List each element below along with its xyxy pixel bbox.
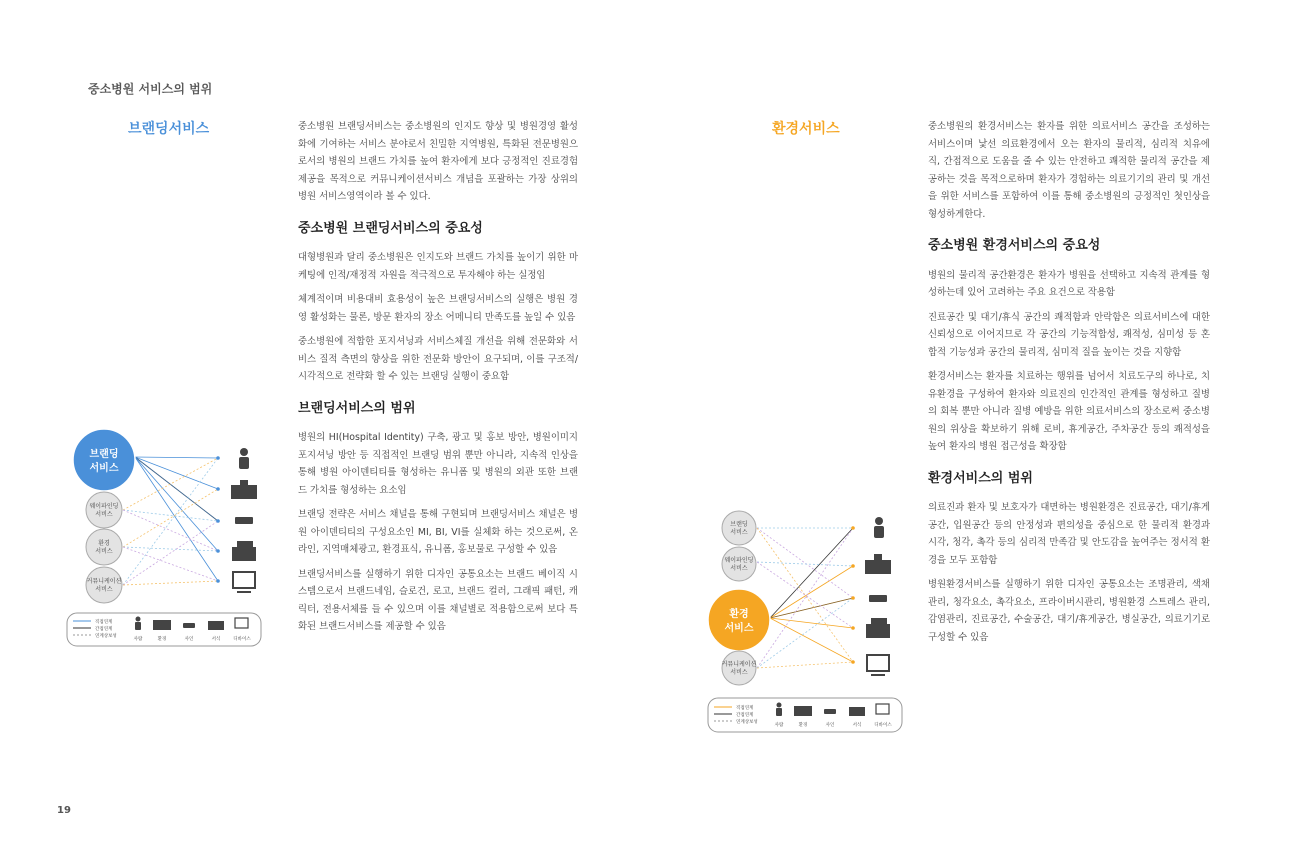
branding-scope-heading: 브랜딩서비스의 범위 [298, 400, 416, 416]
svg-text:환경: 환경 [798, 723, 808, 728]
page-number: 19 [57, 805, 71, 816]
svg-text:간접연계: 간접연계 [736, 713, 754, 718]
branding-paragraph: 체계적이며 비용대비 효용성이 높은 브랜딩서비스의 실행은 병원 경영 활성화는 물론, 방문 환자의 장소 어메니티 만족도를 높일 수 있음 [298, 294, 578, 323]
environment-paragraph: 의료진과 환자 및 보호자가 대면하는 병원환경은 진료공간, 대기/휴게공간, 입원공간 등의 안정성과 편의성을 중심으로 한 물리적 환경과 시각, 청각, 촉각 등의 심리적 만족감 및 안도감을 높여주는 정서적 환경을 모두 포함함 [928, 502, 1210, 566]
branding-paragraph: 대형병원과 달리 중소병원은 인지도와 브랜드 가치를 높이기 위한 마케팅에 인적/재정적 자원을 적극적으로 투자해야 하는 실정임 [298, 252, 578, 281]
branding-paragraph: 병원의 HI(Hospital Identity) 구축, 광고 및 홍보 방안, 병원이미지 포지셔닝 방안 등 직접적인 브랜딩 범위 뿐만 아니라, 지속적 인상을 통해 병원 아이덴티티를 형성하는 유니폼 및 병원의 외관 또한 브랜드 가치를 형성하는 요소임 [298, 432, 578, 496]
document-icon [866, 618, 890, 638]
hospital-building-icon [865, 554, 891, 574]
main-circle-label: 환경 [729, 609, 749, 620]
person-icon [239, 448, 249, 469]
svg-text:연계상보성: 연계상보성 [736, 720, 758, 725]
document-icon [232, 541, 256, 561]
svg-text:사인: 사인 [184, 637, 194, 642]
svg-text:연계상보성: 연계상보성 [95, 634, 117, 639]
branding-section-label: 브랜딩서비스 [128, 121, 210, 137]
sub-circle-label: 환경 [98, 540, 110, 547]
branding-importance-heading: 중소병원 브랜딩서비스의 중요성 [298, 220, 483, 236]
svg-text:서식: 서식 [211, 637, 221, 642]
sub-circle-label: 서비스 [730, 669, 748, 676]
main-circle-label: 브랜딩 [89, 449, 119, 460]
svg-text:간접연계: 간접연계 [95, 627, 113, 632]
environment-paragraph: 진료공간 및 대기/휴식 공간의 쾌적함과 안락함은 의료서비스에 대한 신뢰성으로 이어지므로 각 공간의 기능적합성, 쾌적성, 심미성 등 혼합적 기능성과 공간의 물리적, 심미적 질을 높이는 것을 지향함 [928, 311, 1210, 358]
sub-circle-label: 커뮤니케이션 [86, 578, 122, 585]
branding-text-column [298, 118, 578, 643]
branding-main-circle [73, 429, 135, 491]
sub-circle-label: 웨이파인딩 [89, 503, 119, 510]
environment-paragraph: 병원환경서비스를 실행하기 위한 디자인 공통요소는 조명관리, 색채관리, 청각요소, 촉각요소, 프라이버시관리, 병원환경 스트레스 관리, 감염관리, 진료공간, 수술공간, 대기/휴게공간, 병실공간, 의료기기로 구성할 수 있음 [928, 579, 1210, 643]
svg-text:디바이스: 디바이스 [233, 637, 251, 642]
branding-paragraph: 중소병원에 적합한 포지셔닝과 서비스체질 개선을 위해 전문화와 서비스 질적 측면의 향상을 위한 전문화 방안이 요구되며, 이를 구조적/시각적으로 전략화 할 수 있는 브랜딩 실행이 중요함 [298, 336, 578, 382]
main-circle-label: 서비스 [724, 623, 754, 634]
environment-section-label: 환경서비스 [772, 121, 840, 137]
sub-circle-label: 서비스 [730, 565, 748, 572]
person-icon [874, 517, 884, 538]
svg-text:사인: 사인 [825, 723, 835, 728]
hospital-building-icon [231, 480, 257, 499]
sub-circle-label: 서비스 [95, 548, 113, 555]
branding-paragraph: 브랜딩 전략은 서비스 채널을 통해 구현되며 브랜딩서비스 채널은 병원 아이덴티티의 구성요소인 MI, BI, VI를 실체화 하는 것으로써, 온라인, 지역매체광고, 환경표식, 유니폼, 홍보물로 구성할 수 있음 [298, 509, 578, 555]
svg-text:사람: 사람 [133, 637, 143, 642]
svg-text:디바이스: 디바이스 [874, 723, 892, 728]
environment-scope-heading: 환경서비스의 범위 [928, 470, 1033, 486]
branding-intro: 중소병원 브랜딩서비스는 중소병원의 인지도 향상 및 병원경영 활성화에 기여하는 서비스 분야로서 친밀한 지역병원, 특화된 전문병원으로서의 병원의 브랜드 가치를 높여 환자에게 보다 긍정적인 진료경험 제공을 목적으로 커뮤니케이션서비스 개념을 포괄하는 가장 상위의 병원 서비스영역이라 볼 수 있다. [298, 121, 578, 202]
sign-icon [235, 517, 253, 524]
svg-text:사람: 사람 [774, 723, 784, 728]
sub-circle-label: 서비스 [95, 511, 113, 518]
page-title: 중소병원 서비스의 범위 [88, 82, 213, 96]
svg-text:직접연계: 직접연계 [95, 620, 113, 625]
sub-circle-label: 서비스 [95, 586, 113, 593]
environment-importance-heading: 중소병원 환경서비스의 중요성 [928, 238, 1101, 253]
environment-text-column [928, 118, 1210, 653]
environment-diagram [705, 510, 905, 738]
sub-circle-label: 브랜딩 [730, 521, 748, 528]
sub-circle-label: 서비스 [730, 529, 748, 536]
main-circle-label: 서비스 [89, 463, 119, 474]
sign-icon [869, 595, 887, 602]
environment-intro: 중소병원의 환경서비스는 환자를 위한 의료서비스 공간을 조성하는 서비스이며 낯선 의료환경에서 오는 환자의 물리적, 심리적 치유에 직, 간접적으로 도움을 줄 수 있는 안전하고 쾌적한 물리적 공간을 제공하는 것을 목적으로하며 환자가 경험하는 의료기기의 관리 및 개선을 위한 서비스를 포함하여 이를 통해 중소병원의 긍정적인 첫인상을 형성하게한다. [928, 121, 1210, 220]
environment-paragraph: 환경서비스는 환자를 치료하는 행위를 넘어서 치료도구의 하나로, 치유환경을 구성하여 환자와 의료진의 인간적인 관계를 형성하고 질병의 회복 뿐만 아니라 질병 예방을 위한 의료서비스의 장소로써 중소병원의 위상을 확보하기 위해 로비, 휴게공간, 주차공간 등의 쾌적성을 높여 환자의 병원 접근성을 확장함 [928, 371, 1210, 452]
sub-circle-label: 커뮤니케이션 [721, 661, 757, 668]
sub-circle-label: 웨이파인딩 [724, 557, 754, 564]
branding-diagram [65, 425, 265, 650]
environment-main-circle [708, 589, 770, 651]
svg-text:서식: 서식 [852, 723, 862, 728]
branding-paragraph: 브랜딩서비스를 실행하기 위한 디자인 공통요소는 브랜드 베이직 시스템으로서 브랜드네임, 슬로건, 로고, 브랜드 컬러, 그래픽 패턴, 캐릭터, 전용서체를 들 수 있으며 이를 채널별로 적용함으로써 보다 특화된 브랜드서비스를 제공할 수 있음 [298, 568, 578, 632]
svg-text:직접연계: 직접연계 [736, 706, 754, 711]
monitor-icon [233, 572, 255, 593]
environment-paragraph: 병원의 물리적 공간환경은 환자가 병원을 선택하고 지속적 관계를 형성하는데 있어 고려하는 주요 요건으로 작용함 [928, 269, 1210, 298]
svg-text:환경: 환경 [157, 637, 167, 642]
monitor-icon [867, 655, 889, 676]
